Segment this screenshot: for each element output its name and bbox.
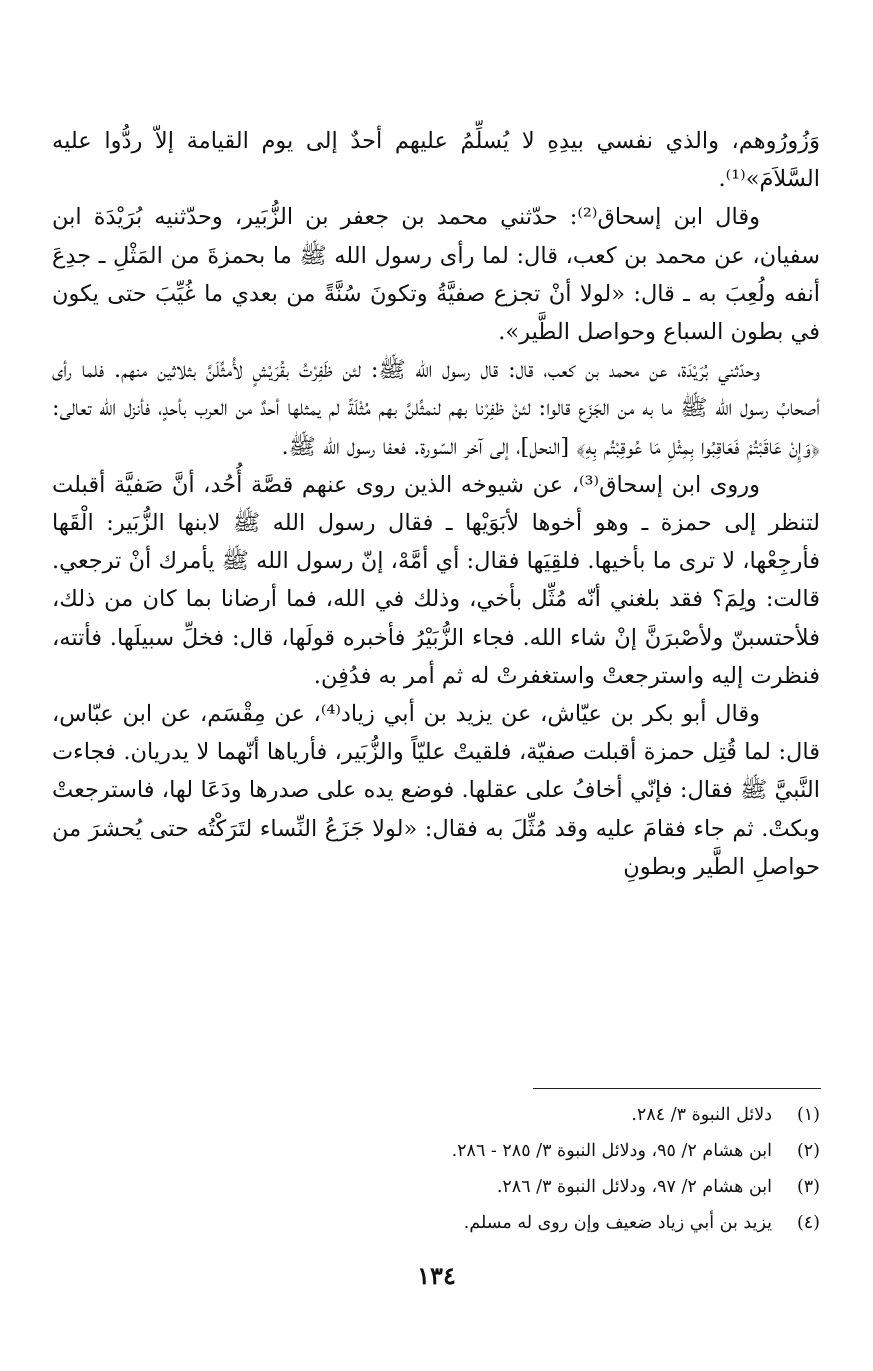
main-text <box>52 122 820 886</box>
footnote-text: دلائل النبوة ٣/ ٢٨٤. <box>631 1105 772 1125</box>
footnote-text: ابن هشام ٢/ ٩٥، ودلائل النبوة ٣/ ٢٨٥ - ٢٨٦. <box>451 1141 772 1161</box>
paragraph-5: وقال أبو بكر بن عيّاش، عن يزيد بن أبي زياد⁽⁴⁾، عن مِقْسَم، عن ابن عبّاس، قال: لما قُتِل حمزة أقبلت صفيّة، فلقيتْ عليّاً والزُّبَير، فأرياها أنّهما لا يدريان. فجاءت النَّبيَّ ﷺ فقال: فإنّي أخافُ على عقلها. فوضع يده على صدرها ودَعَا لها، فاسترجعتْ وبكتْ. ثم جاء فقامَ عليه وقد مُثِّلَ به فقال: «لولا جَزَعُ النِّساء لتَرَكْتُه حتى يُحشرَ من حواصلِ الطَّير وبطونِ <box>52 701 820 880</box>
footnote-text: يزيد بن أبي زياد ضعيف وإن روى له مسلم. <box>463 1213 772 1233</box>
page-number: ١٣٤ <box>417 1261 456 1290</box>
footnote-number: (١) <box>796 1105 820 1125</box>
footnote-number: (٤) <box>796 1213 820 1233</box>
footnote-divider <box>533 1088 821 1089</box>
paragraph-4: وروى ابن إسحاق⁽³⁾، عن شيوخه الذين روى عنهم قصَّة أُحُد، أنَّ صَفيَّة أقبلت لتنظر إلى حمزة ـ وهو أخوها لأبَوَيْها ـ فقال رسول الله ﷺ لابنها الزُّبَير: الْقَها فأرجِعْها، لا ترى ما بأخيها. فلقِيَها فقال: أي أمَّهْ، إنّ رسول الله ﷺ يأمرك أنْ ترجعي. قالت: ولِمَ؟ فقد بلغني أنّه مُثِّل بأخي، وذلك في الله، فما أرضانا بما كان من ذلك، فلأحتسبنّ ولأصْبرَنَّ إنْ شاء الله. فجاء الزُّبَيْرُ فأخبره قولَها، قال: فخلِّ سبيلَها. فأتته، فنظرت إليه واسترجعتْ واستغفرتْ له ثم أمر به فدُفِن. <box>52 471 820 689</box>
footnote-2 <box>52 1133 820 1169</box>
footnote-3 <box>52 1169 820 1205</box>
footnote-4 <box>52 1205 820 1241</box>
footnotes <box>52 1097 820 1241</box>
footnote-number: (٢) <box>796 1141 820 1161</box>
paragraph-3: وحدّثني بُرَيْدَة، عن محمد بن كعب، قال: قال رسول الله ﷺ: لئن ظَفِرْتُ بقُرَيْشٍ لأُمثِّلَنَّ بثلاثين منهم. فلما رأى أصحابُ رسول الله ﷺ ما به من الجَزَع قالوا: لئنْ ظفِرْنا بهم لنمثِّلنَّ بهم مُثْلَةً لم يمثلها أحدٌ من العرب بأحدٍ، فأنزل الله تعالى: ﴿وَإِنْ عَاقَبْتُمْ فَعَاقِبُوا بِمِثْلِ مَا عُوقِبْتُم بِهِ﴾ [النحل]، إلى آخر السّورة. فعفا رسول الله ﷺ. <box>52 357 820 460</box>
footnote-number: (٣) <box>796 1177 820 1197</box>
paragraph-2: وقال ابن إسحاق⁽²⁾: حدّثني محمد بن جعفر بن الزُّبَير، وحدّثنيه بُرَيْدَة ابن سفيان، عن محمد بن كعب، قال: لما رأى رسول الله ﷺ ما بحمزةَ من المَثْلِ ـ جدِعَ أنفه ولُعِبَ به ـ قال: «لولا أنْ تجزع صفيَّةُ وتكونَ سُنَّةً من بعدي ما غُيِّبَ حتى يكون في بطون السباع وحواصل الطَّير». <box>52 204 820 346</box>
footnote-1 <box>52 1097 820 1133</box>
footnote-text: ابن هشام ٢/ ٩٧، ودلائل النبوة ٣/ ٢٨٦. <box>496 1177 772 1197</box>
paragraph-1: وَزُورُوهم، والذي نفسي بيدِهِ لا يُسلِّمُ عليهم أحدٌ إلى يوم القيامة إلاّ ردُّوا عليه السَّلاَمَ»⁽¹⁾. <box>52 128 820 193</box>
